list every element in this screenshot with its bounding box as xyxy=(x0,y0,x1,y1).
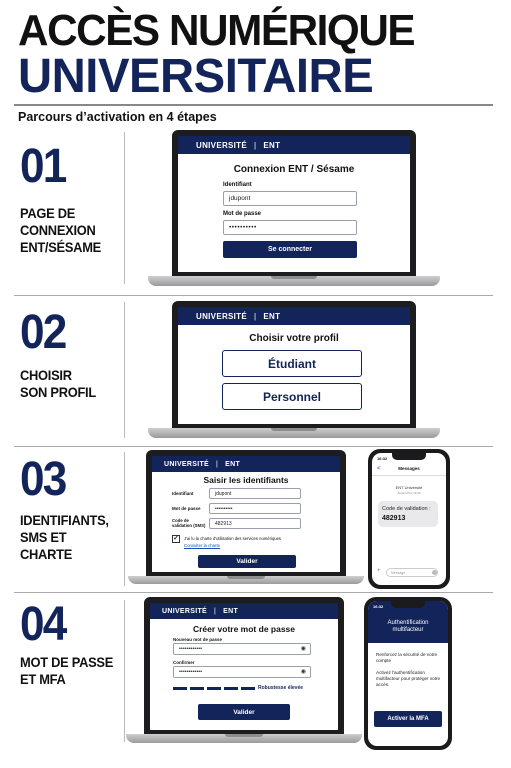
header-divider xyxy=(14,104,493,106)
charter-text: J'ai lu la charte d'utilisation des services numériques xyxy=(184,536,282,541)
brand-label: UNIVERSITÉ xyxy=(164,460,210,468)
step-label: PAGE DE CONNEXION ENT/SÉSAME xyxy=(20,205,101,255)
message-input[interactable]: Message xyxy=(386,568,438,577)
step-divider-vertical xyxy=(124,302,125,438)
phone-time: 16:32 xyxy=(373,604,384,609)
phone-time: 16:32 xyxy=(377,456,388,461)
charter-link[interactable]: Consulter la charte xyxy=(184,543,221,548)
screen-title: Connexion ENT / Sésame xyxy=(233,164,355,175)
step-label: CHOISIR SON PROFIL xyxy=(20,367,96,400)
step-divider-vertical xyxy=(124,452,125,586)
pw-label: Mot de passe xyxy=(172,506,201,511)
id-label: Identifiant xyxy=(172,491,194,496)
page-title-line2: UNIVERSITAIRE xyxy=(18,50,374,103)
send-icon[interactable] xyxy=(432,570,437,575)
screen-title: Saisir les identifiants xyxy=(203,475,289,485)
back-icon[interactable]: < xyxy=(377,466,381,472)
validate-button[interactable]: Valider xyxy=(198,704,290,720)
password-input[interactable]: •••••••••• xyxy=(223,220,357,235)
section-label: ENT xyxy=(263,140,281,150)
brand-label: UNIVERSITÉ xyxy=(162,607,208,615)
confirm-label: Confirmer xyxy=(173,660,195,665)
strength-label: Robustesse élevée xyxy=(258,685,304,691)
brand-label: UNIVERSITÉ xyxy=(196,311,248,321)
plus-icon[interactable]: + xyxy=(377,568,381,574)
validate-button[interactable]: Valider xyxy=(198,555,296,568)
new-password-input[interactable] xyxy=(173,643,311,655)
activate-mfa-button[interactable]: Activer la MFA xyxy=(374,711,442,727)
sender-name: ENT Université xyxy=(395,485,423,490)
new-password-label: Nouveau mot de passe xyxy=(173,637,223,642)
screen-title: Créer votre mot de passe xyxy=(192,624,296,634)
new-password-value: •••••••••••• xyxy=(179,646,203,652)
laptop-step1 xyxy=(148,130,440,286)
messages-header: Messages xyxy=(398,466,420,471)
app-header: UNIVERSITÉ | ENT xyxy=(178,307,410,325)
profile-student-button[interactable]: Étudiant xyxy=(222,350,362,377)
id-label: Identifiant xyxy=(223,182,252,188)
step-label: MOT DE PASSE ET MFA xyxy=(20,654,114,687)
password-input[interactable]: •••••••••• xyxy=(209,503,301,514)
profile-staff-button[interactable]: Personnel xyxy=(222,383,362,410)
sms-code-input[interactable]: 482913 xyxy=(209,518,301,529)
mfa-text-1: Renforcez la sécurité de votre compte xyxy=(376,652,438,663)
step-divider-vertical xyxy=(124,132,125,284)
step-number: 02 xyxy=(20,306,66,359)
step-separator xyxy=(14,446,493,447)
eye-icon[interactable]: ◉ xyxy=(300,646,306,652)
confirm-password-input[interactable] xyxy=(173,666,311,678)
step-divider-vertical xyxy=(124,600,125,742)
sms-label: Code de validation : xyxy=(382,506,431,512)
id-input[interactable]: jdupont xyxy=(209,488,301,499)
laptop-step4 xyxy=(126,597,362,743)
eye-icon[interactable]: ◉ xyxy=(300,669,306,675)
charter-checkbox[interactable]: ✓ xyxy=(173,535,179,542)
step-separator xyxy=(14,295,493,296)
login-button[interactable]: Se connecter xyxy=(223,241,357,258)
screen-title: Choisir votre profil xyxy=(249,333,339,344)
mfa-title: Authentification multifacteur xyxy=(387,620,429,633)
app-header: UNIVERSITÉ | ENT xyxy=(150,603,338,619)
step-number: 04 xyxy=(20,598,66,651)
sms-bubble xyxy=(378,501,438,527)
divider xyxy=(372,475,446,476)
page-title-line1: ACCÈS NUMÉRIQUE xyxy=(18,6,415,55)
laptop-step3 xyxy=(128,450,364,584)
confirm-password-value: •••••••••••• xyxy=(179,669,203,675)
step-number: 01 xyxy=(20,140,66,193)
password-strength-meter xyxy=(173,687,255,690)
sender-timestamp: Aujourd'hui 16:32 xyxy=(397,491,421,495)
id-input[interactable]: jdupont xyxy=(223,191,357,206)
section-label: ENT xyxy=(263,311,281,321)
code-label: Code de validation (SMS) xyxy=(172,518,206,528)
laptop-step2 xyxy=(148,301,440,438)
app-header: UNIVERSITÉ | ENT xyxy=(178,136,410,154)
app-header: UNIVERSITÉ | ENT xyxy=(152,456,340,472)
page-subtitle: Parcours d’activation en 4 étapes xyxy=(18,110,217,124)
mfa-text-2: Activez l'authentification multifacteur pour protéger votre accès. xyxy=(376,670,441,687)
step-separator xyxy=(14,592,493,593)
phone-step3 xyxy=(368,449,450,589)
step-number: 03 xyxy=(20,453,66,506)
brand-label: UNIVERSITÉ xyxy=(196,140,248,150)
sms-code: 482913 xyxy=(382,515,406,522)
phone-step4 xyxy=(364,597,452,750)
section-label: ENT xyxy=(225,460,241,468)
step-label: IDENTIFIANTS, SMS ET CHARTE xyxy=(20,512,109,562)
pw-label: Mot de passe xyxy=(223,211,262,217)
section-label: ENT xyxy=(223,607,239,615)
